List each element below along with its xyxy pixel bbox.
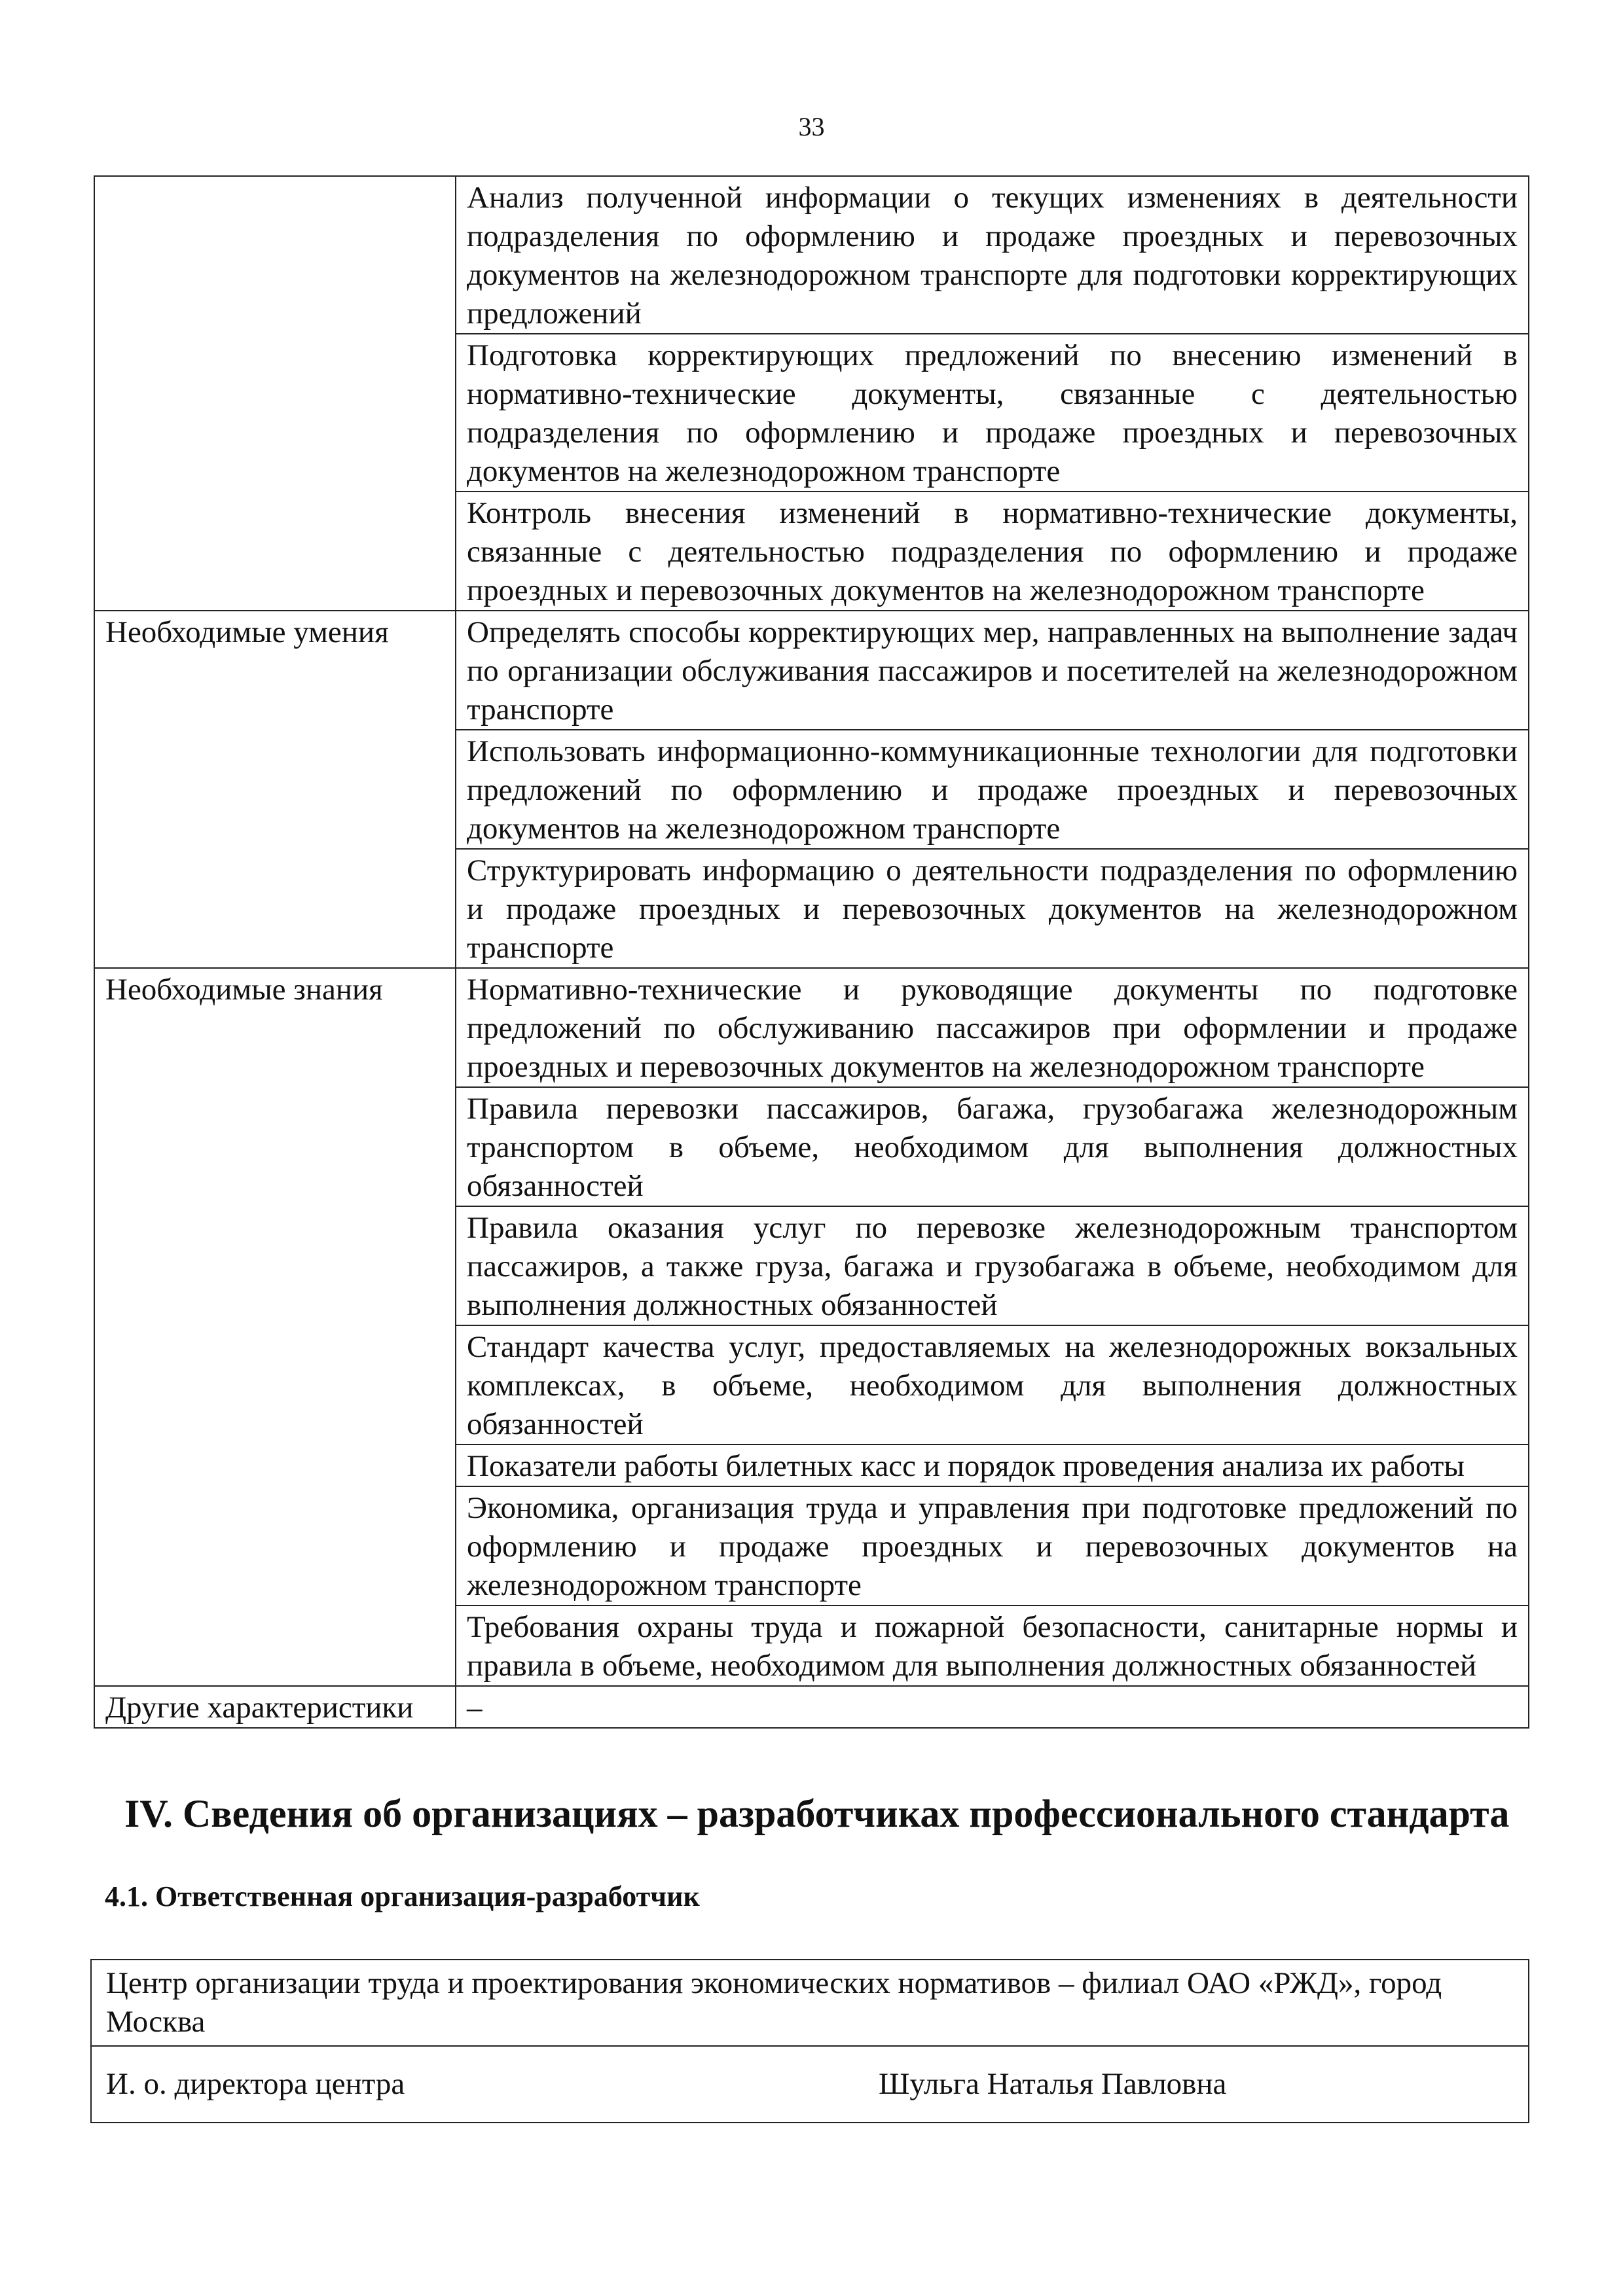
row-item: Использовать информационно-коммуникационные технологии для подготовки предложений по оформлению и продаже проездных и перевозочных документов на железнодорожном транспорте — [456, 730, 1529, 849]
row-item: Требования охраны труда и пожарной безопасности, санитарные нормы и правила в объеме, необходимом для выполнения должностных обязанностей — [456, 1605, 1529, 1686]
organization-row — [91, 1960, 1529, 2046]
row-item: Правила оказания услуг по перевозке железнодорожным транспортом пассажиров, а также груза, багажа и грузобагажа в объеме, необходимом для выполнения должностных обязанностей — [456, 1206, 1529, 1325]
table-row — [94, 968, 1529, 1087]
row-item: Подготовка корректирующих предложений по внесению изменений в нормативно-технические документы, связанные с деятельностью подразделения по оформлению и продаже проездных и перевозочных документов на железнодорожном транспорте — [456, 334, 1529, 492]
row-item: Показатели работы билетных касс и порядок проведения анализа их работы — [456, 1444, 1529, 1486]
section-heading: IV. Сведения об организациях – разработчиках профессионального стандарта — [124, 1792, 1510, 1835]
signatory-position: И. о. директора центра — [106, 2067, 405, 2101]
row-item: Определять способы корректирующих мер, направленных на выполнение задач по организации обслуживания пассажиров и посетителей на железнодорожном транспорте — [456, 611, 1529, 730]
row-item: Структурировать информацию о деятельности подразделения по оформлению и продаже проездных и перевозочных документов на железнодорожном транспорте — [456, 849, 1529, 968]
row-item: Нормативно-технические и руководящие документы по подготовке предложений по обслуживанию пассажиров при оформлении и продаже проездных и перевозочных документов на железнодорожном транспорте — [456, 968, 1529, 1087]
table-row — [94, 611, 1529, 730]
row-label-knowledge: Необходимые знания — [94, 968, 456, 1686]
row-item: Экономика, организация труда и управления при подготовке предложений по оформлению и продаже проездных и перевозочных документов на железнодорожном транспорте — [456, 1486, 1529, 1605]
row-label — [94, 176, 456, 611]
signatory-cell — [91, 2046, 1529, 2123]
page-number: 33 — [798, 112, 825, 141]
row-item: Правила перевозки пассажиров, багажа, грузобагажа железнодорожным транспортом в объеме, необходимом для выполнения должностных обязанностей — [456, 1087, 1529, 1206]
row-label-other: Другие характеристики — [94, 1686, 456, 1728]
organization-table — [90, 1959, 1529, 2123]
table-row — [94, 176, 1529, 334]
row-label-skills: Необходимые умения — [94, 611, 456, 968]
table-row — [94, 1686, 1529, 1728]
subsection-heading: 4.1. Ответственная организация-разработчик — [105, 1880, 700, 1912]
signatory-row — [91, 2046, 1529, 2123]
row-item: Анализ полученной информации о текущих изменениях в деятельности подразделения по оформлению и продаже проездных и перевозочных документов на железнодорожном транспорте для подготовки корректирующих предложений — [456, 176, 1529, 334]
row-item: – — [456, 1686, 1529, 1728]
competency-table — [94, 175, 1529, 1729]
signatory-name: Шульга Наталья Павловна — [879, 2067, 1227, 2101]
organization-name: Центр организации труда и проектирования экономических нормативов – филиал ОАО «РЖД», город Москва — [91, 1960, 1529, 2046]
row-item: Контроль внесения изменений в нормативно-технические документы, связанные с деятельностью подразделения по оформлению и продаже проездных и перевозочных документов на железнодорожном транспорте — [456, 492, 1529, 611]
row-item: Стандарт качества услуг, предоставляемых на железнодорожных вокзальных комплексах, в объеме, необходимом для выполнения должностных обязанностей — [456, 1325, 1529, 1444]
